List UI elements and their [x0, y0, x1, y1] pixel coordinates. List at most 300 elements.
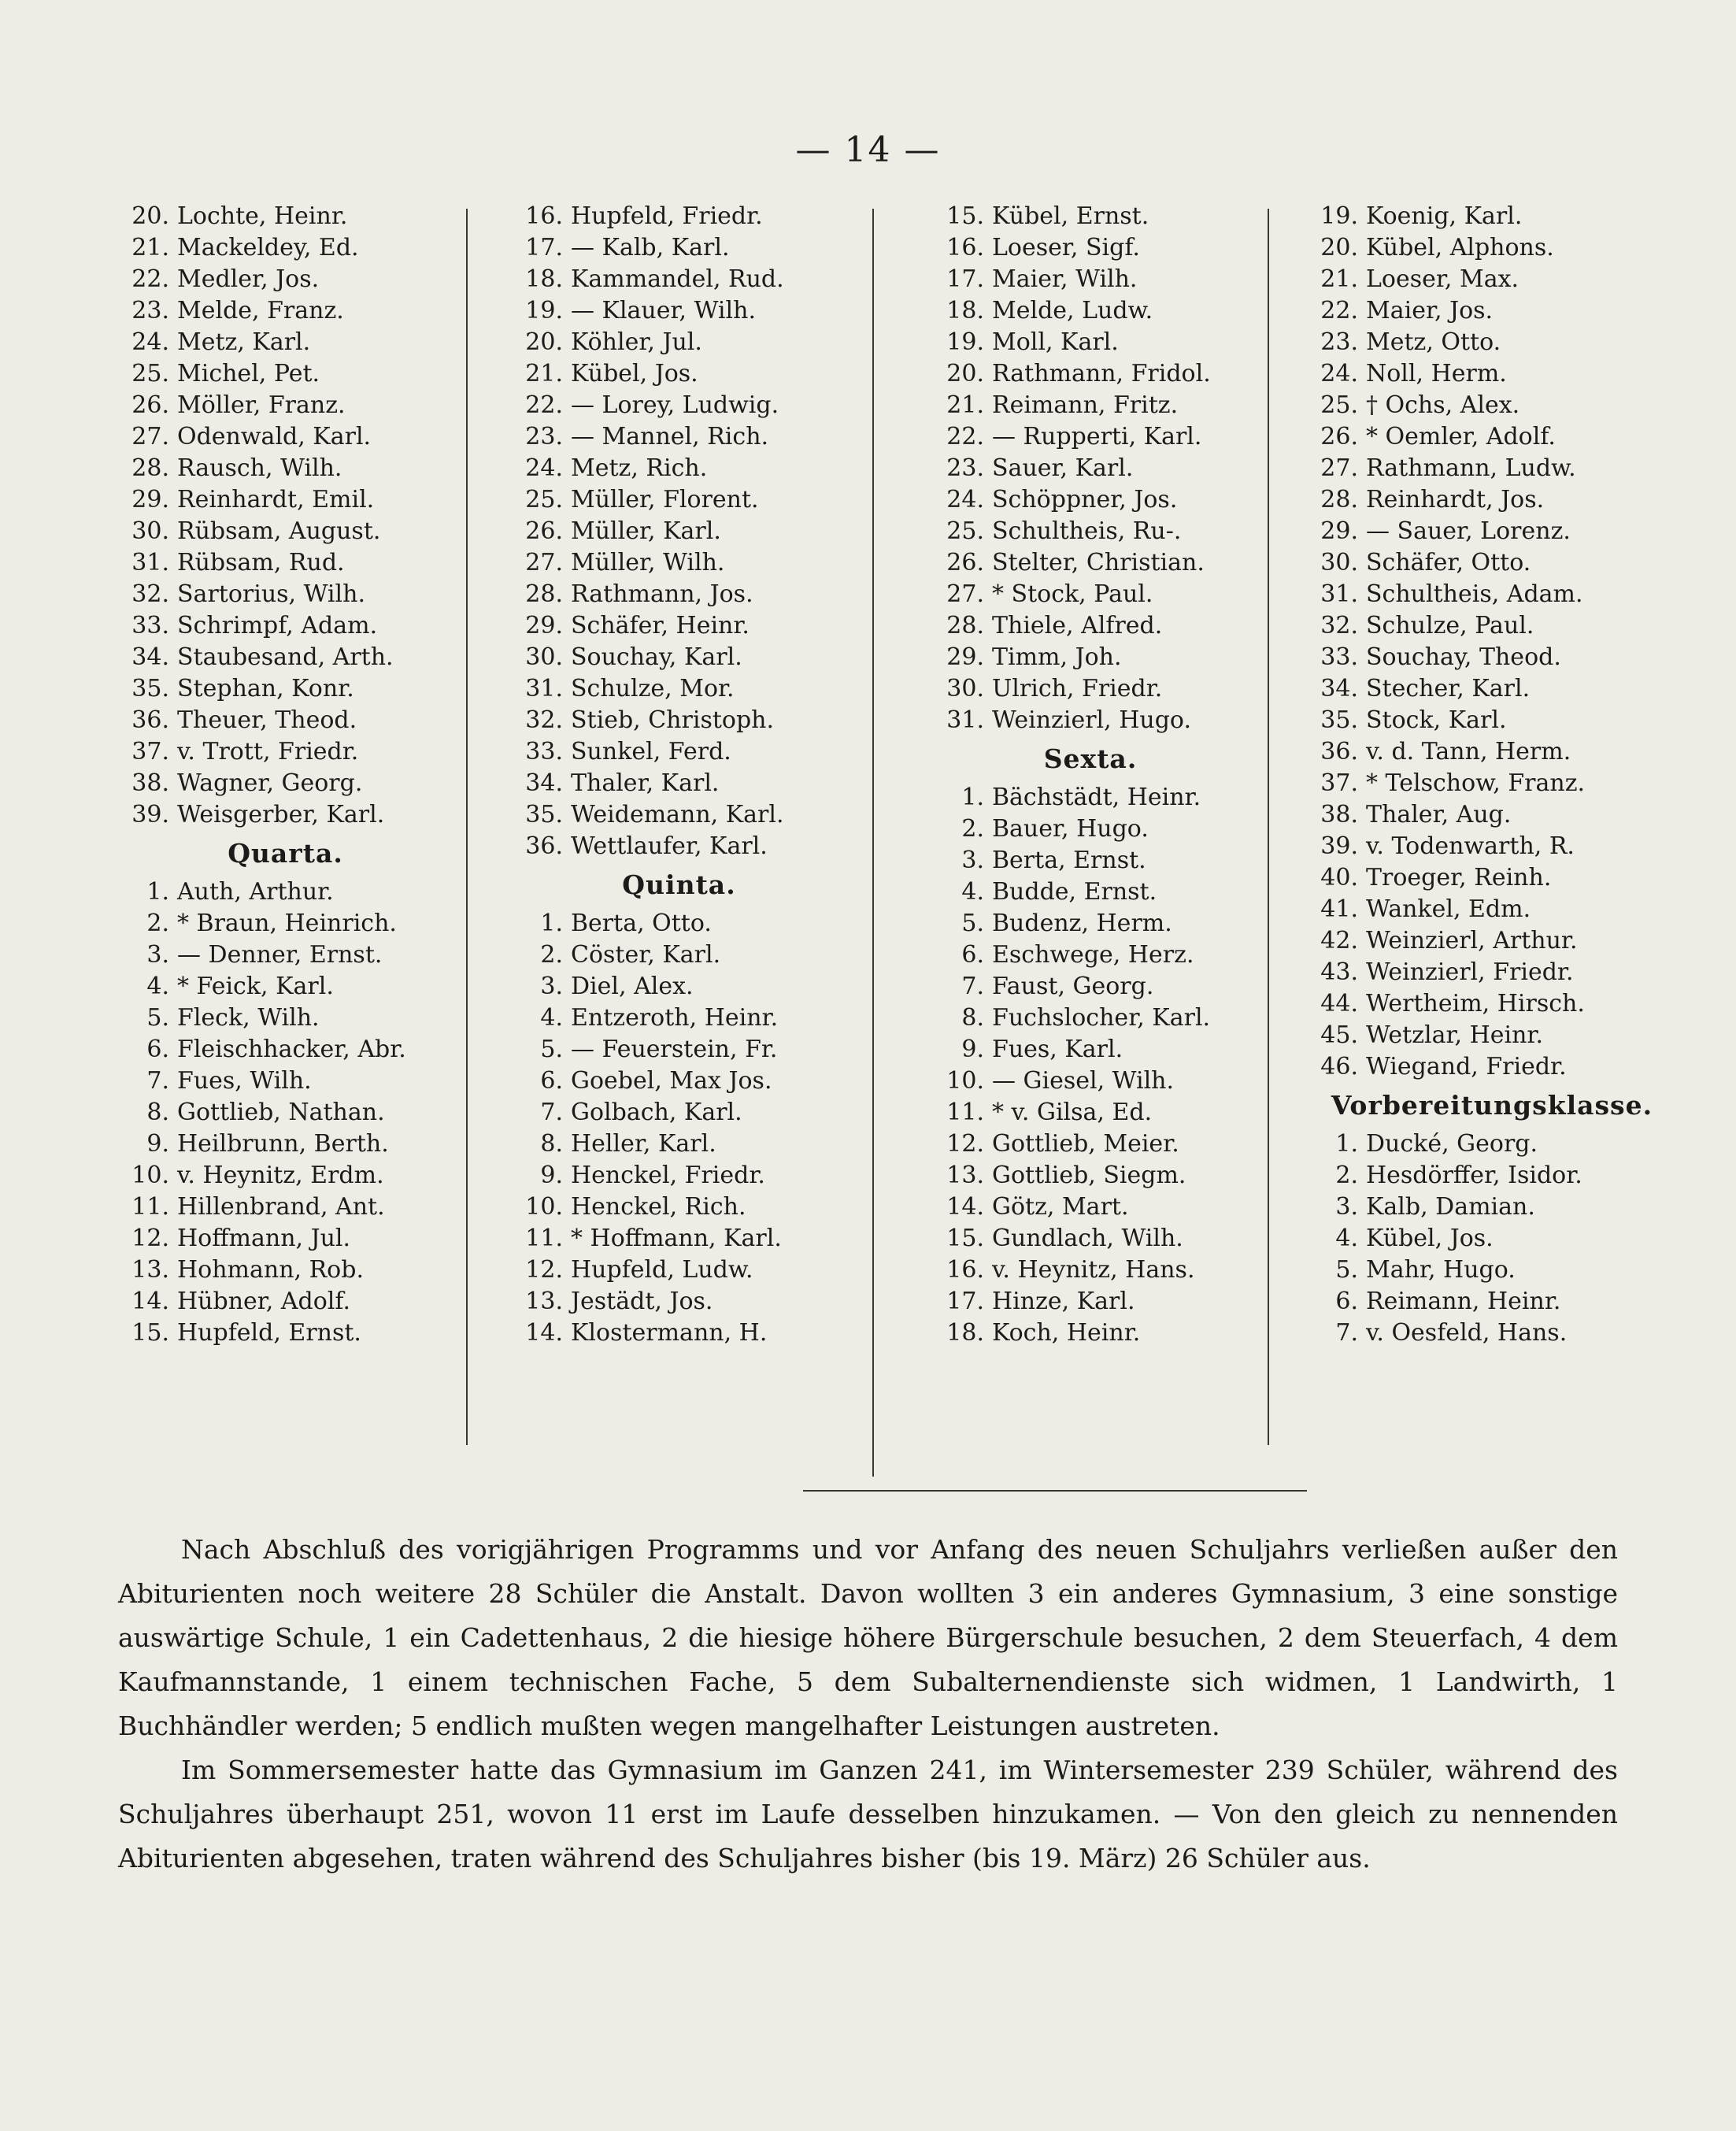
student-number: 45. — [1320, 1021, 1358, 1049]
list-item — [1307, 736, 1677, 768]
student-name: Stelter, Christian. — [992, 549, 1205, 576]
student-name: Timm, Joh. — [992, 643, 1122, 671]
list-item — [504, 1223, 854, 1255]
student-name: Thaler, Aug. — [1366, 801, 1512, 828]
list-item — [1307, 1020, 1677, 1051]
list-item — [110, 1097, 461, 1129]
list-item — [1307, 957, 1677, 988]
student-name: * Braun, Heinrich. — [177, 910, 397, 937]
list-item — [110, 453, 461, 484]
list-item — [504, 971, 854, 1002]
student-number: 4. — [540, 1004, 563, 1032]
student-name: Köhler, Jul. — [571, 328, 702, 356]
list-item — [110, 484, 461, 516]
list-item — [1307, 232, 1677, 264]
list-item — [110, 390, 461, 421]
student-number: 15. — [131, 1319, 169, 1347]
student-number: 22. — [946, 423, 984, 450]
student-name: Hillenbrand, Ant. — [177, 1193, 385, 1221]
list-item — [1307, 579, 1677, 610]
student-name: Souchay, Theod. — [1366, 643, 1561, 671]
student-name: Weinzierl, Friedr. — [1366, 958, 1574, 986]
student-number: 10. — [946, 1067, 984, 1095]
student-number: 29. — [946, 643, 984, 671]
student-number: 23. — [946, 454, 984, 482]
student-name: Schulze, Mor. — [571, 675, 735, 702]
list-item — [917, 971, 1264, 1002]
list-item — [504, 1097, 854, 1129]
student-number: 9. — [540, 1162, 563, 1189]
list-item — [110, 939, 461, 971]
student-number: 14. — [131, 1288, 169, 1315]
student-number: 22. — [131, 265, 169, 293]
student-name: Wertheim, Hirsch. — [1366, 990, 1585, 1017]
student-number: 2. — [961, 815, 984, 843]
student-number: 1. — [540, 910, 563, 937]
student-number: 34. — [1320, 675, 1358, 702]
student-name: v. d. Tann, Herm. — [1366, 738, 1571, 765]
student-number: 39. — [131, 801, 169, 828]
student-number: 37. — [1320, 769, 1358, 797]
student-number: 3. — [540, 973, 563, 1000]
student-name: v. Todenwarth, R. — [1366, 832, 1575, 860]
list-item — [504, 939, 854, 971]
student-name: Schultheis, Adam. — [1366, 580, 1583, 608]
student-name: Wettlaufer, Karl. — [571, 832, 768, 860]
student-name: — Lorey, Ludwig. — [571, 391, 779, 419]
student-number: 29. — [525, 612, 563, 639]
student-name: Sauer, Karl. — [992, 454, 1134, 482]
student-name: Budenz, Herm. — [992, 910, 1172, 937]
student-name: Stock, Karl. — [1366, 706, 1507, 734]
list-item — [504, 642, 854, 673]
student-name: Staubesand, Arth. — [177, 643, 394, 671]
student-name: — Sauer, Lorenz. — [1366, 517, 1571, 545]
list-item — [504, 1002, 854, 1034]
student-number: 6. — [1335, 1288, 1358, 1315]
student-number: 22. — [1320, 297, 1358, 324]
student-number: 38. — [131, 769, 169, 797]
student-name: Cöster, Karl. — [571, 941, 721, 969]
list-item — [1307, 894, 1677, 925]
student-number: 8. — [540, 1130, 563, 1158]
student-name: Wetzlar, Heinr. — [1366, 1021, 1544, 1049]
student-number: 14. — [946, 1193, 984, 1221]
student-name: Heller, Karl. — [571, 1130, 716, 1158]
list-item — [917, 845, 1264, 876]
student-name: v. Heynitz, Erdm. — [177, 1162, 384, 1189]
list-item — [110, 295, 461, 327]
list-item — [1307, 1318, 1677, 1349]
list-item — [917, 484, 1264, 516]
list-item — [504, 327, 854, 358]
list-item — [504, 201, 854, 232]
list-item — [917, 876, 1264, 908]
list-item — [917, 1255, 1264, 1286]
list-item — [504, 421, 854, 453]
student-number: 29. — [131, 486, 169, 513]
list-item — [110, 736, 461, 768]
list-item — [110, 876, 461, 908]
list-item — [1307, 484, 1677, 516]
student-number: 41. — [1320, 895, 1358, 923]
list-item — [110, 358, 461, 390]
student-name: Reinhardt, Jos. — [1366, 486, 1545, 513]
student-name: Entzeroth, Heinr. — [571, 1004, 779, 1032]
student-name: Kübel, Jos. — [571, 360, 698, 387]
student-name: Rathmann, Ludw. — [1366, 454, 1576, 482]
student-name: Metz, Rich. — [571, 454, 708, 482]
list-item — [504, 1318, 854, 1349]
list-item — [917, 516, 1264, 547]
student-number: 39. — [1320, 832, 1358, 860]
list-item — [1307, 768, 1677, 799]
page-number: — 14 — — [795, 130, 941, 170]
student-number: 24. — [1320, 360, 1358, 387]
class-heading: Vorbereitungsklasse. — [1331, 1090, 1653, 1121]
student-number: 25. — [946, 517, 984, 545]
student-name: Schäfer, Heinr. — [571, 612, 750, 639]
student-name: Hupfeld, Ludw. — [571, 1256, 753, 1284]
student-name: Schultheis, Ru-. — [992, 517, 1182, 545]
student-number: 34. — [131, 643, 169, 671]
student-name: * Feick, Karl. — [177, 973, 334, 1000]
student-name: Möller, Franz. — [177, 391, 346, 419]
student-number: 8. — [146, 1099, 169, 1126]
student-number: 14. — [525, 1319, 563, 1347]
student-number: 18. — [946, 297, 984, 324]
student-number: 26. — [131, 391, 169, 419]
student-number: 27. — [525, 549, 563, 576]
list-item — [917, 453, 1264, 484]
student-number: 19. — [1320, 202, 1358, 230]
student-name: v. Heynitz, Hans. — [992, 1256, 1195, 1284]
student-name: Weisgerber, Karl. — [177, 801, 385, 828]
student-name: Gundlach, Wilh. — [992, 1225, 1183, 1252]
list-item — [504, 831, 854, 862]
student-name: Goebel, Max Jos. — [571, 1067, 772, 1095]
list-item — [504, 264, 854, 295]
student-number: 6. — [540, 1067, 563, 1095]
student-name: Budde, Ernst. — [992, 878, 1157, 906]
list-item — [1307, 516, 1677, 547]
student-name: Fleck, Wilh. — [177, 1004, 320, 1032]
student-name: Bächstädt, Heinr. — [992, 784, 1201, 811]
student-number: 44. — [1320, 990, 1358, 1017]
list-item — [1307, 925, 1677, 957]
list-item — [1307, 1223, 1677, 1255]
student-number: 6. — [146, 1036, 169, 1063]
student-number: 19. — [525, 297, 563, 324]
list-item — [504, 908, 854, 939]
student-name: Reimann, Heinr. — [1366, 1288, 1561, 1315]
student-number: 36. — [1320, 738, 1358, 765]
student-number: 10. — [131, 1162, 169, 1189]
student-number: 27. — [1320, 454, 1358, 482]
student-number: 35. — [525, 801, 563, 828]
student-name: Troeger, Reinh. — [1366, 864, 1552, 891]
list-item — [504, 579, 854, 610]
student-name: Kammandel, Rud. — [571, 265, 784, 293]
list-item — [917, 642, 1264, 673]
student-name: Fues, Wilh. — [177, 1067, 312, 1095]
student-number: 18. — [525, 265, 563, 293]
list-item — [110, 642, 461, 673]
list-item — [917, 1097, 1264, 1129]
student-name: Jestädt, Jos. — [571, 1288, 713, 1315]
student-name: † Ochs, Alex. — [1366, 391, 1520, 419]
student-name: Thiele, Alfred. — [992, 612, 1163, 639]
student-number: 11. — [131, 1193, 169, 1221]
list-item — [917, 390, 1264, 421]
student-name: Loeser, Sigf. — [992, 234, 1140, 261]
list-item — [1307, 264, 1677, 295]
student-number: 17. — [525, 234, 563, 261]
student-name: Rathmann, Fridol. — [992, 360, 1211, 387]
list-item — [504, 453, 854, 484]
list-item — [110, 908, 461, 939]
class-heading: Quarta. — [228, 838, 343, 869]
student-name: Ulrich, Friedr. — [992, 675, 1163, 702]
student-name: Hinze, Karl. — [992, 1288, 1135, 1315]
student-name: Hoffmann, Jul. — [177, 1225, 351, 1252]
list-item — [1307, 1192, 1677, 1223]
list-item — [1307, 201, 1677, 232]
list-item — [917, 673, 1264, 705]
list-item — [1307, 453, 1677, 484]
student-name: Gottlieb, Siegm. — [992, 1162, 1186, 1189]
list-item — [917, 1286, 1264, 1318]
student-name: Sartorius, Wilh. — [177, 580, 365, 608]
student-number: 12. — [131, 1225, 169, 1252]
student-name: Maier, Wilh. — [992, 265, 1138, 293]
student-number: 17. — [946, 265, 984, 293]
student-number: 24. — [946, 486, 984, 513]
list-item — [110, 971, 461, 1002]
student-number: 3. — [961, 847, 984, 874]
student-number: 36. — [525, 832, 563, 860]
student-name: Weinzierl, Arthur. — [1366, 927, 1578, 954]
list-item — [917, 1318, 1264, 1349]
list-item — [110, 1034, 461, 1066]
student-number: 43. — [1320, 958, 1358, 986]
student-number: 25. — [1320, 391, 1358, 419]
list-item — [917, 232, 1264, 264]
list-item — [504, 610, 854, 642]
student-number: 24. — [131, 328, 169, 356]
student-name: Müller, Karl. — [571, 517, 721, 545]
list-item — [917, 1066, 1264, 1097]
list-item — [1307, 547, 1677, 579]
student-name: Diel, Alex. — [571, 973, 694, 1000]
student-name: Fuchslocher, Karl. — [992, 1004, 1211, 1032]
student-number: 32. — [131, 580, 169, 608]
list-item — [504, 390, 854, 421]
student-number: 5. — [961, 910, 984, 937]
student-number: 7. — [1335, 1319, 1358, 1347]
list-item — [917, 201, 1264, 232]
student-number: 35. — [1320, 706, 1358, 734]
student-number: 16. — [525, 202, 563, 230]
list-item — [1307, 1051, 1677, 1083]
student-name: Melde, Ludw. — [992, 297, 1153, 324]
column-divider — [1268, 209, 1269, 1445]
list-item — [504, 1066, 854, 1097]
list-item — [1307, 610, 1677, 642]
student-name: — Mannel, Rich. — [571, 423, 769, 450]
student-number: 23. — [131, 297, 169, 324]
student-number: 7. — [146, 1067, 169, 1095]
student-name: Maier, Jos. — [1366, 297, 1494, 324]
student-number: 3. — [146, 941, 169, 969]
student-number: 1. — [1335, 1130, 1358, 1158]
student-number: 32. — [525, 706, 563, 734]
student-number: 38. — [1320, 801, 1358, 828]
student-number: 2. — [540, 941, 563, 969]
student-name: Hesdörffer, Isidor. — [1366, 1162, 1582, 1189]
column-divider — [872, 209, 874, 1477]
student-name: Auth, Arthur. — [177, 878, 334, 906]
student-number: 27. — [131, 423, 169, 450]
student-name: Wankel, Edm. — [1366, 895, 1531, 923]
list-item — [110, 1255, 461, 1286]
list-item — [1307, 421, 1677, 453]
student-number: 31. — [525, 675, 563, 702]
list-item — [1307, 673, 1677, 705]
student-name: Wagner, Georg. — [177, 769, 363, 797]
paragraph: Nach Abschluß des vorigjährigen Programms und vor Anfang des neuen Schuljahrs verließen außer den Abiturienten noch weitere 28 Schüler die Anstalt. Davon wollten 3 ein anderes Gymnasium, 3 eine sonstige auswärtige Schule, 1 ein Cadettenhaus, 2 die hiesige höhere Bürgerschule besuchen, 2 dem Steuerfach, 4 dem Kaufmannstande, 1 einem technischen Fache, 5 dem Subalternendienste sich widmen, 1 Landwirth, 1 Buchhändler werden; 5 endlich mußten wegen mangelhafter Leistungen austreten. — [118, 1534, 1618, 1741]
student-number: 9. — [146, 1130, 169, 1158]
student-name: Gottlieb, Nathan. — [177, 1099, 385, 1126]
horizontal-rule — [803, 1490, 1307, 1492]
list-item — [110, 547, 461, 579]
list-item — [110, 673, 461, 705]
student-number: 30. — [525, 643, 563, 671]
student-number: 26. — [1320, 423, 1358, 450]
list-item — [917, 358, 1264, 390]
student-name: Schöppner, Jos. — [992, 486, 1178, 513]
student-number: 12. — [525, 1256, 563, 1284]
student-number: 30. — [131, 517, 169, 545]
list-item — [917, 421, 1264, 453]
list-item — [504, 1160, 854, 1192]
list-item — [110, 610, 461, 642]
student-name: * Stock, Paul. — [992, 580, 1153, 608]
list-item — [917, 1034, 1264, 1066]
student-number: 30. — [946, 675, 984, 702]
list-item — [110, 421, 461, 453]
list-item — [1307, 799, 1677, 831]
list-item — [1307, 1255, 1677, 1286]
column-1 — [110, 201, 461, 1349]
list-item — [504, 673, 854, 705]
student-number: 42. — [1320, 927, 1358, 954]
list-item — [110, 1002, 461, 1034]
list-item — [110, 327, 461, 358]
list-item — [917, 782, 1264, 813]
student-number: 11. — [525, 1225, 563, 1252]
student-number: 33. — [525, 738, 563, 765]
student-number: 23. — [525, 423, 563, 450]
column-4 — [1307, 201, 1677, 1349]
student-number: 2. — [146, 910, 169, 937]
student-number: 20. — [525, 328, 563, 356]
student-number: 20. — [946, 360, 984, 387]
student-name: Schulze, Paul. — [1366, 612, 1534, 639]
student-name: Kübel, Jos. — [1366, 1225, 1494, 1252]
list-item — [1307, 390, 1677, 421]
column-divider — [466, 209, 468, 1445]
student-name: Berta, Otto. — [571, 910, 712, 937]
student-name: Heilbrunn, Berth. — [177, 1130, 389, 1158]
student-name: — Feuerstein, Fr. — [571, 1036, 778, 1063]
list-item — [504, 1129, 854, 1160]
list-item — [1307, 831, 1677, 862]
list-item — [110, 232, 461, 264]
list-item — [504, 1255, 854, 1286]
report-text — [118, 1528, 1618, 1881]
student-name: Henckel, Friedr. — [571, 1162, 765, 1189]
list-item — [917, 264, 1264, 295]
list-item — [917, 705, 1264, 736]
list-item — [504, 799, 854, 831]
student-name: Mackeldey, Ed. — [177, 234, 359, 261]
list-item — [1307, 1129, 1677, 1160]
student-name: Golbach, Karl. — [571, 1099, 742, 1126]
list-item — [917, 1002, 1264, 1034]
list-item — [110, 768, 461, 799]
list-item — [1307, 988, 1677, 1020]
student-number: 13. — [946, 1162, 984, 1189]
student-number: 26. — [946, 549, 984, 576]
list-item — [504, 768, 854, 799]
class-heading: Sexta. — [1043, 743, 1138, 774]
student-number: 17. — [946, 1288, 984, 1315]
student-number: 15. — [946, 202, 984, 230]
student-name: Hohmann, Rob. — [177, 1256, 364, 1284]
list-item — [504, 232, 854, 264]
student-name: Stephan, Konr. — [177, 675, 354, 702]
list-item — [110, 1160, 461, 1192]
list-item — [917, 813, 1264, 845]
student-name: * Hoffmann, Karl. — [571, 1225, 782, 1252]
student-name: Michel, Pet. — [177, 360, 320, 387]
student-number: 5. — [540, 1036, 563, 1063]
student-number: 28. — [1320, 486, 1358, 513]
student-name: Müller, Wilh. — [571, 549, 725, 576]
list-item — [110, 264, 461, 295]
student-name: Müller, Florent. — [571, 486, 759, 513]
list-item — [917, 547, 1264, 579]
student-number: 40. — [1320, 864, 1358, 891]
student-name: Reinhardt, Emil. — [177, 486, 375, 513]
student-number: 28. — [946, 612, 984, 639]
list-item — [110, 799, 461, 831]
student-name: — Denner, Ernst. — [177, 941, 383, 969]
list-item — [504, 547, 854, 579]
student-name: Moll, Karl. — [992, 328, 1119, 356]
student-name: Sunkel, Ferd. — [571, 738, 731, 765]
list-item — [110, 1129, 461, 1160]
list-item — [917, 579, 1264, 610]
student-number: 12. — [946, 1130, 984, 1158]
student-number: 15. — [946, 1225, 984, 1252]
student-number: 20. — [131, 202, 169, 230]
list-item — [110, 1192, 461, 1223]
student-list — [0, 201, 1736, 1500]
student-number: 21. — [131, 234, 169, 261]
student-number: 8. — [961, 1004, 984, 1032]
